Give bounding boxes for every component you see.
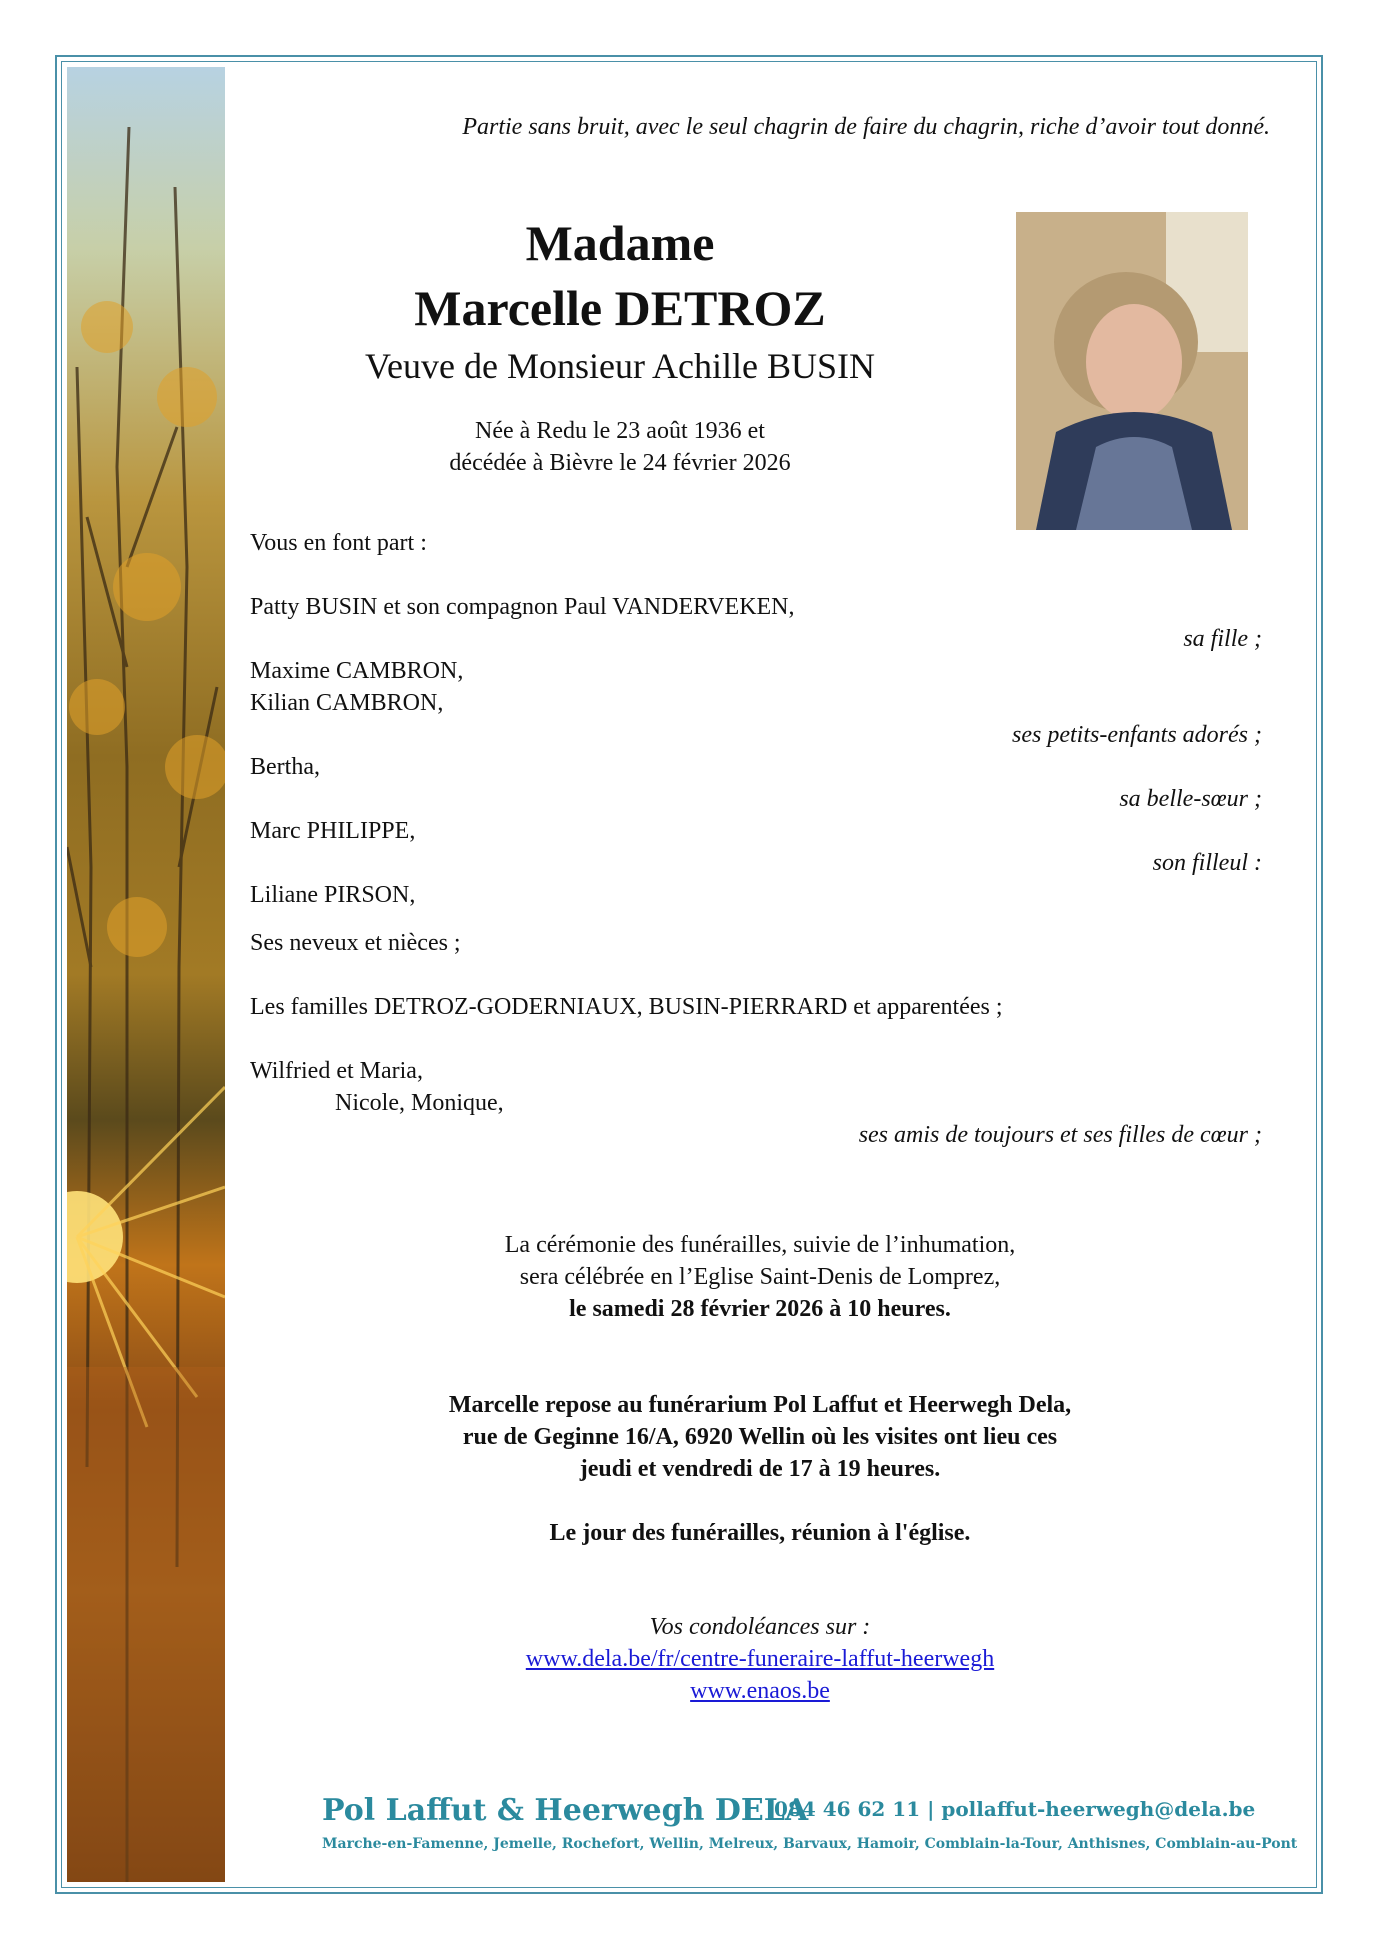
spouse-line: Veuve de Monsieur Achille BUSIN — [365, 346, 875, 386]
family-name-line: Ses neveux et nièces ; — [250, 930, 461, 956]
funeral-home-contact: 084 46 62 11 | pollaffut-heerwegh@dela.be — [774, 1797, 1256, 1821]
family-name-line: Maxime CAMBRON, — [250, 658, 464, 684]
autumn-forest-image — [67, 67, 225, 1882]
family-name-line: Kilian CAMBRON, — [250, 690, 444, 716]
relation-line: sa belle-sœur ; — [1119, 786, 1262, 812]
intro-line: Vous en font part : — [250, 530, 427, 556]
ceremony-line: sera célébrée en l’Eglise Saint-Denis de Lomprez, — [519, 1264, 1001, 1290]
condolences-link-dela[interactable]: www.dela.be/fr/centre-funeraire-laffut-heerwegh — [525, 1646, 995, 1672]
gathering-note: Le jour des funérailles, réunion à l'église. — [549, 1520, 971, 1546]
birth-line: Née à Redu le 23 août 1936 et — [475, 418, 765, 444]
family-name-line: Marc PHILIPPE, — [250, 818, 416, 844]
visitation-line: rue de Geginne 16/A, 6920 Wellin où les visites ont lieu ces — [462, 1424, 1058, 1450]
funeral-home-brand: Pol Laffut & Heerwegh DELA — [322, 1793, 809, 1828]
family-name-line: Nicole, Monique, — [335, 1090, 504, 1116]
family-name-line: Patty BUSIN et son compagnon Paul VANDERVEKEN, — [250, 594, 795, 620]
condolences-link-enaos[interactable]: www.enaos.be — [690, 1678, 830, 1704]
funeral-home-locations: Marche-en-Famenne, Jemelle, Rochefort, Wellin, Melreux, Barvaux, Hamoir, Comblain-la-Tour, Anthisnes, Comblain-au-Pont — [322, 1836, 1298, 1852]
portrait-photo — [1016, 212, 1248, 530]
family-name-line: Bertha, — [250, 754, 320, 780]
visitation-line: jeudi et vendredi de 17 à 19 heures. — [579, 1456, 941, 1482]
relation-line: son filleul : — [1152, 850, 1262, 876]
family-name-line: Wilfried et Maria, — [250, 1058, 423, 1084]
family-name-line: Liliane PIRSON, — [250, 882, 416, 908]
ceremony-date: le samedi 28 février 2026 à 10 heures. — [569, 1296, 951, 1322]
honorific: Madame — [525, 215, 715, 271]
relation-line: ses petits-enfants adorés ; — [1012, 722, 1262, 748]
visitation-line: Marcelle repose au funérarium Pol Laffut et Heerwegh Dela, — [448, 1392, 1072, 1418]
deceased-name: Marcelle DETROZ — [414, 280, 826, 336]
relation-line: ses amis de toujours et ses filles de cœur ; — [858, 1122, 1262, 1148]
ceremony-line: La cérémonie des funérailles, suivie de l’inhumation, — [504, 1232, 1016, 1258]
family-name-line: Les familles DETROZ-GODERNIAUX, BUSIN-PIERRARD et apparentées ; — [250, 994, 1003, 1020]
condolences-label: Vos condoléances sur : — [649, 1614, 871, 1640]
opening-quote: Partie sans bruit, avec le seul chagrin de faire du chagrin, riche d’avoir tout donné. — [462, 114, 1270, 140]
relation-line: sa fille ; — [1183, 626, 1262, 652]
death-line: décédée à Bièvre le 24 février 2026 — [449, 450, 791, 476]
